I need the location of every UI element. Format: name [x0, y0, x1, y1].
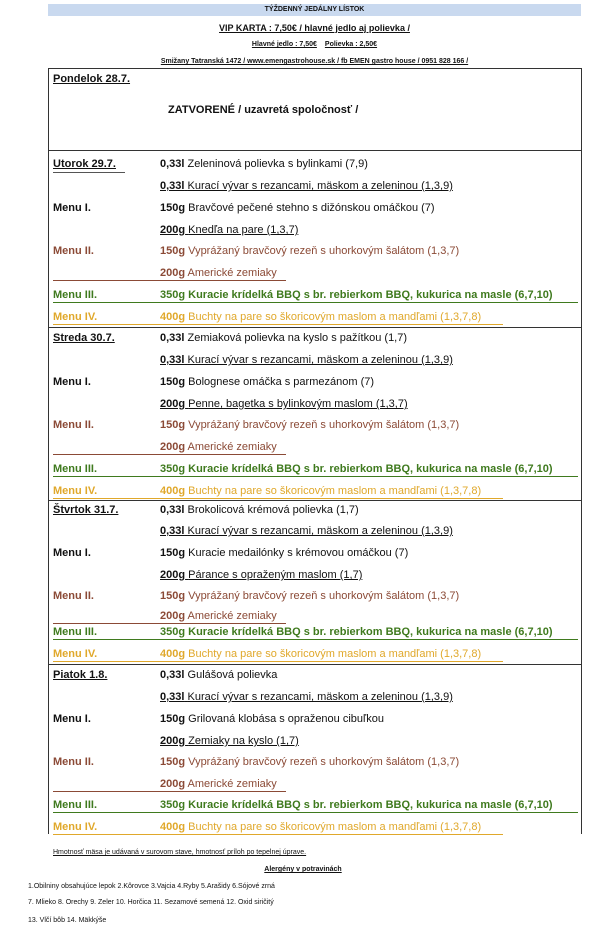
menu-3-main: 350g Kuracie krídelká BBQ s br. rebierkom BBQ, kukurica na masle (6,7,10) — [160, 799, 553, 811]
menu-2-side: 200g Americké zemiaky — [160, 778, 277, 790]
day-date-monday: Pondelok 28.7. — [53, 73, 131, 85]
menu-2-main: 150g Vyprážaný bravčový rezeň s uhorkovým šalátom (1,3,7) — [160, 245, 460, 257]
soup-1: 0,33l Gulášová polievka — [160, 669, 278, 681]
menu-1-main: 150g Bravčové pečené stehno s dižónskou omáčkou (7) — [160, 202, 435, 214]
menu-3-underline — [53, 639, 578, 640]
menu-2-side: 200g Americké zemiaky — [160, 441, 277, 453]
day-date: Štvrtok 31.7. — [53, 504, 119, 516]
menu-3-main: 350g Kuracie krídelká BBQ s br. rebierkom BBQ, kukurica na masle (6,7,10) — [160, 463, 553, 475]
soup-2: 0,33l Kurací vývar s rezancami, mäskom a zeleninou (1,3,9) — [160, 525, 453, 537]
closed-notice: ZATVORENÉ / uzavretá spoločnosť / — [168, 104, 359, 116]
day-separator — [48, 664, 581, 665]
menu-4-main: 400g Buchty na pare so škoricovým maslom a mandľami (1,3,7,8) — [160, 311, 482, 323]
day-date: Streda 30.7. — [53, 332, 115, 344]
contact-line: Smižany Tatranská 1472 / www.emengastrohouse.sk / fb EMEN gastro house / 0951 828 166 / — [160, 58, 469, 65]
menu-4-underline — [53, 324, 503, 325]
menu-3-underline — [53, 812, 578, 813]
day-separator — [48, 150, 581, 151]
menu-1-main: 150g Grilovaná klobása s opraženou cibuľkou — [160, 713, 384, 725]
menu-1-side: 200g Knedľa na pare (1,3,7) — [160, 224, 299, 236]
vip-card-line: VIP KARTA : 7,50€ / hlavné jedlo aj polievka / — [219, 23, 410, 33]
menu-1-label: Menu I. — [53, 202, 91, 214]
menu-3-main: 350g Kuracie krídelká BBQ s br. rebierkom BBQ, kukurica na masle (6,7,10) — [160, 289, 553, 301]
menu-2-side: 200g Americké zemiaky — [160, 610, 277, 622]
soup-1: 0,33l Brokolicová krémová polievka (1,7) — [160, 504, 359, 516]
menu-3-label: Menu III. — [53, 799, 97, 811]
menu-4-label: Menu IV. — [53, 821, 98, 833]
menu-2-underline — [53, 623, 286, 624]
soup-2: 0,33l Kurací vývar s rezancami, mäskom a zeleninou (1,3,9) — [160, 354, 453, 366]
menu-1-main: 150g Bolognese omáčka s parmezánom (7) — [160, 376, 375, 388]
soup-2: 0,33l Kurací vývar s rezancami, mäskom a zeleninou (1,3,9) — [160, 691, 453, 703]
menu-2-main: 150g Vyprážaný bravčový rezeň s uhorkovým šalátom (1,3,7) — [160, 756, 460, 768]
menu-2-underline — [53, 454, 286, 455]
menu-1-label: Menu I. — [53, 547, 91, 559]
allergen-list-3: 13. Vlčí bôb 14. Mäkkýše — [28, 917, 107, 924]
soup-2: 0,33l Kurací vývar s rezancami, mäskom a zeleninou (1,3,9) — [160, 180, 453, 192]
menu-1-side: 200g Párance s opraženým maslom (1,7) — [160, 569, 363, 581]
menu-3-label: Menu III. — [53, 626, 97, 638]
soup-1: 0,33l Zeleninová polievka s bylinkami (7,9) — [160, 158, 368, 170]
menu-4-main: 400g Buchty na pare so škoricovým maslom a mandľami (1,3,7,8) — [160, 485, 482, 497]
menu-4-underline — [53, 834, 503, 835]
allergen-title: Alergény v potravinách — [264, 866, 342, 873]
menu-3-main: 350g Kuracie krídelká BBQ s br. rebierkom BBQ, kukurica na masle (6,7,10) — [160, 626, 553, 638]
day-date: Piatok 1.8. — [53, 669, 108, 681]
menu-2-main: 150g Vyprážaný bravčový rezeň s uhorkovým šalátom (1,3,7) — [160, 590, 460, 602]
menu-3-label: Menu III. — [53, 289, 97, 301]
menu-2-label: Menu II. — [53, 756, 94, 768]
day-date: Utorok 29.7. — [53, 158, 116, 170]
allergen-list-1: 1.Obilniny obsahujúce lepok 2.Kôrovce 3.Vajcia 4.Ryby 5.Arašidy 6.Sójové zrná — [28, 883, 275, 890]
date-underline — [53, 172, 125, 173]
menu-1-side: 200g Penne, bagetka s bylinkovým maslom (1,3,7) — [160, 398, 408, 410]
menu-3-underline — [53, 476, 578, 477]
menu-4-main: 400g Buchty na pare so škoricovým maslom a mandľami (1,3,7,8) — [160, 648, 482, 660]
menu-2-main: 150g Vyprážaný bravčový rezeň s uhorkovým šalátom (1,3,7) — [160, 419, 460, 431]
menu-4-label: Menu IV. — [53, 648, 98, 660]
soup-1: 0,33l Zemiaková polievka na kyslo s pažítkou (1,7) — [160, 332, 408, 344]
menu-4-underline — [53, 661, 503, 662]
price-line — [48, 41, 581, 48]
price-soup: Polievka : 2,50€ — [324, 41, 378, 48]
menu-1-label: Menu I. — [53, 376, 91, 388]
allergen-list-2: 7. Mlieko 8. Orechy 9. Zeler 10. Horčica 11. Sezamové semená 12. Oxid siričitý — [28, 899, 274, 906]
menu-title-band: TÝŽDENNÝ JEDÁLNY LÍSTOK — [48, 4, 581, 16]
menu-1-side: 200g Zemiaky na kyslo (1,7) — [160, 735, 299, 747]
menu-4-label: Menu IV. — [53, 311, 98, 323]
weight-note: Hmotnosť mäsa je udávaná v surovom stave, hmotnosť príloh po tepelnej úprave. — [53, 849, 307, 856]
menu-1-main: 150g Kuracie medailónky s krémovou omáčkou (7) — [160, 547, 409, 559]
menu-2-underline — [53, 791, 286, 792]
menu-2-side: 200g Americké zemiaky — [160, 267, 277, 279]
menu-2-underline — [53, 280, 286, 281]
menu-4-label: Menu IV. — [53, 485, 98, 497]
menu-4-underline — [53, 498, 503, 499]
day-separator — [48, 500, 581, 501]
menu-3-underline — [53, 302, 578, 303]
day-separator — [48, 327, 581, 328]
menu-1-label: Menu I. — [53, 713, 91, 725]
price-main: Hlavné jedlo : 7,50€ — [251, 41, 317, 48]
menu-2-label: Menu II. — [53, 245, 94, 257]
menu-4-main: 400g Buchty na pare so škoricovým maslom a mandľami (1,3,7,8) — [160, 821, 482, 833]
menu-2-label: Menu II. — [53, 590, 94, 602]
menu-3-label: Menu III. — [53, 463, 97, 475]
menu-2-label: Menu II. — [53, 419, 94, 431]
